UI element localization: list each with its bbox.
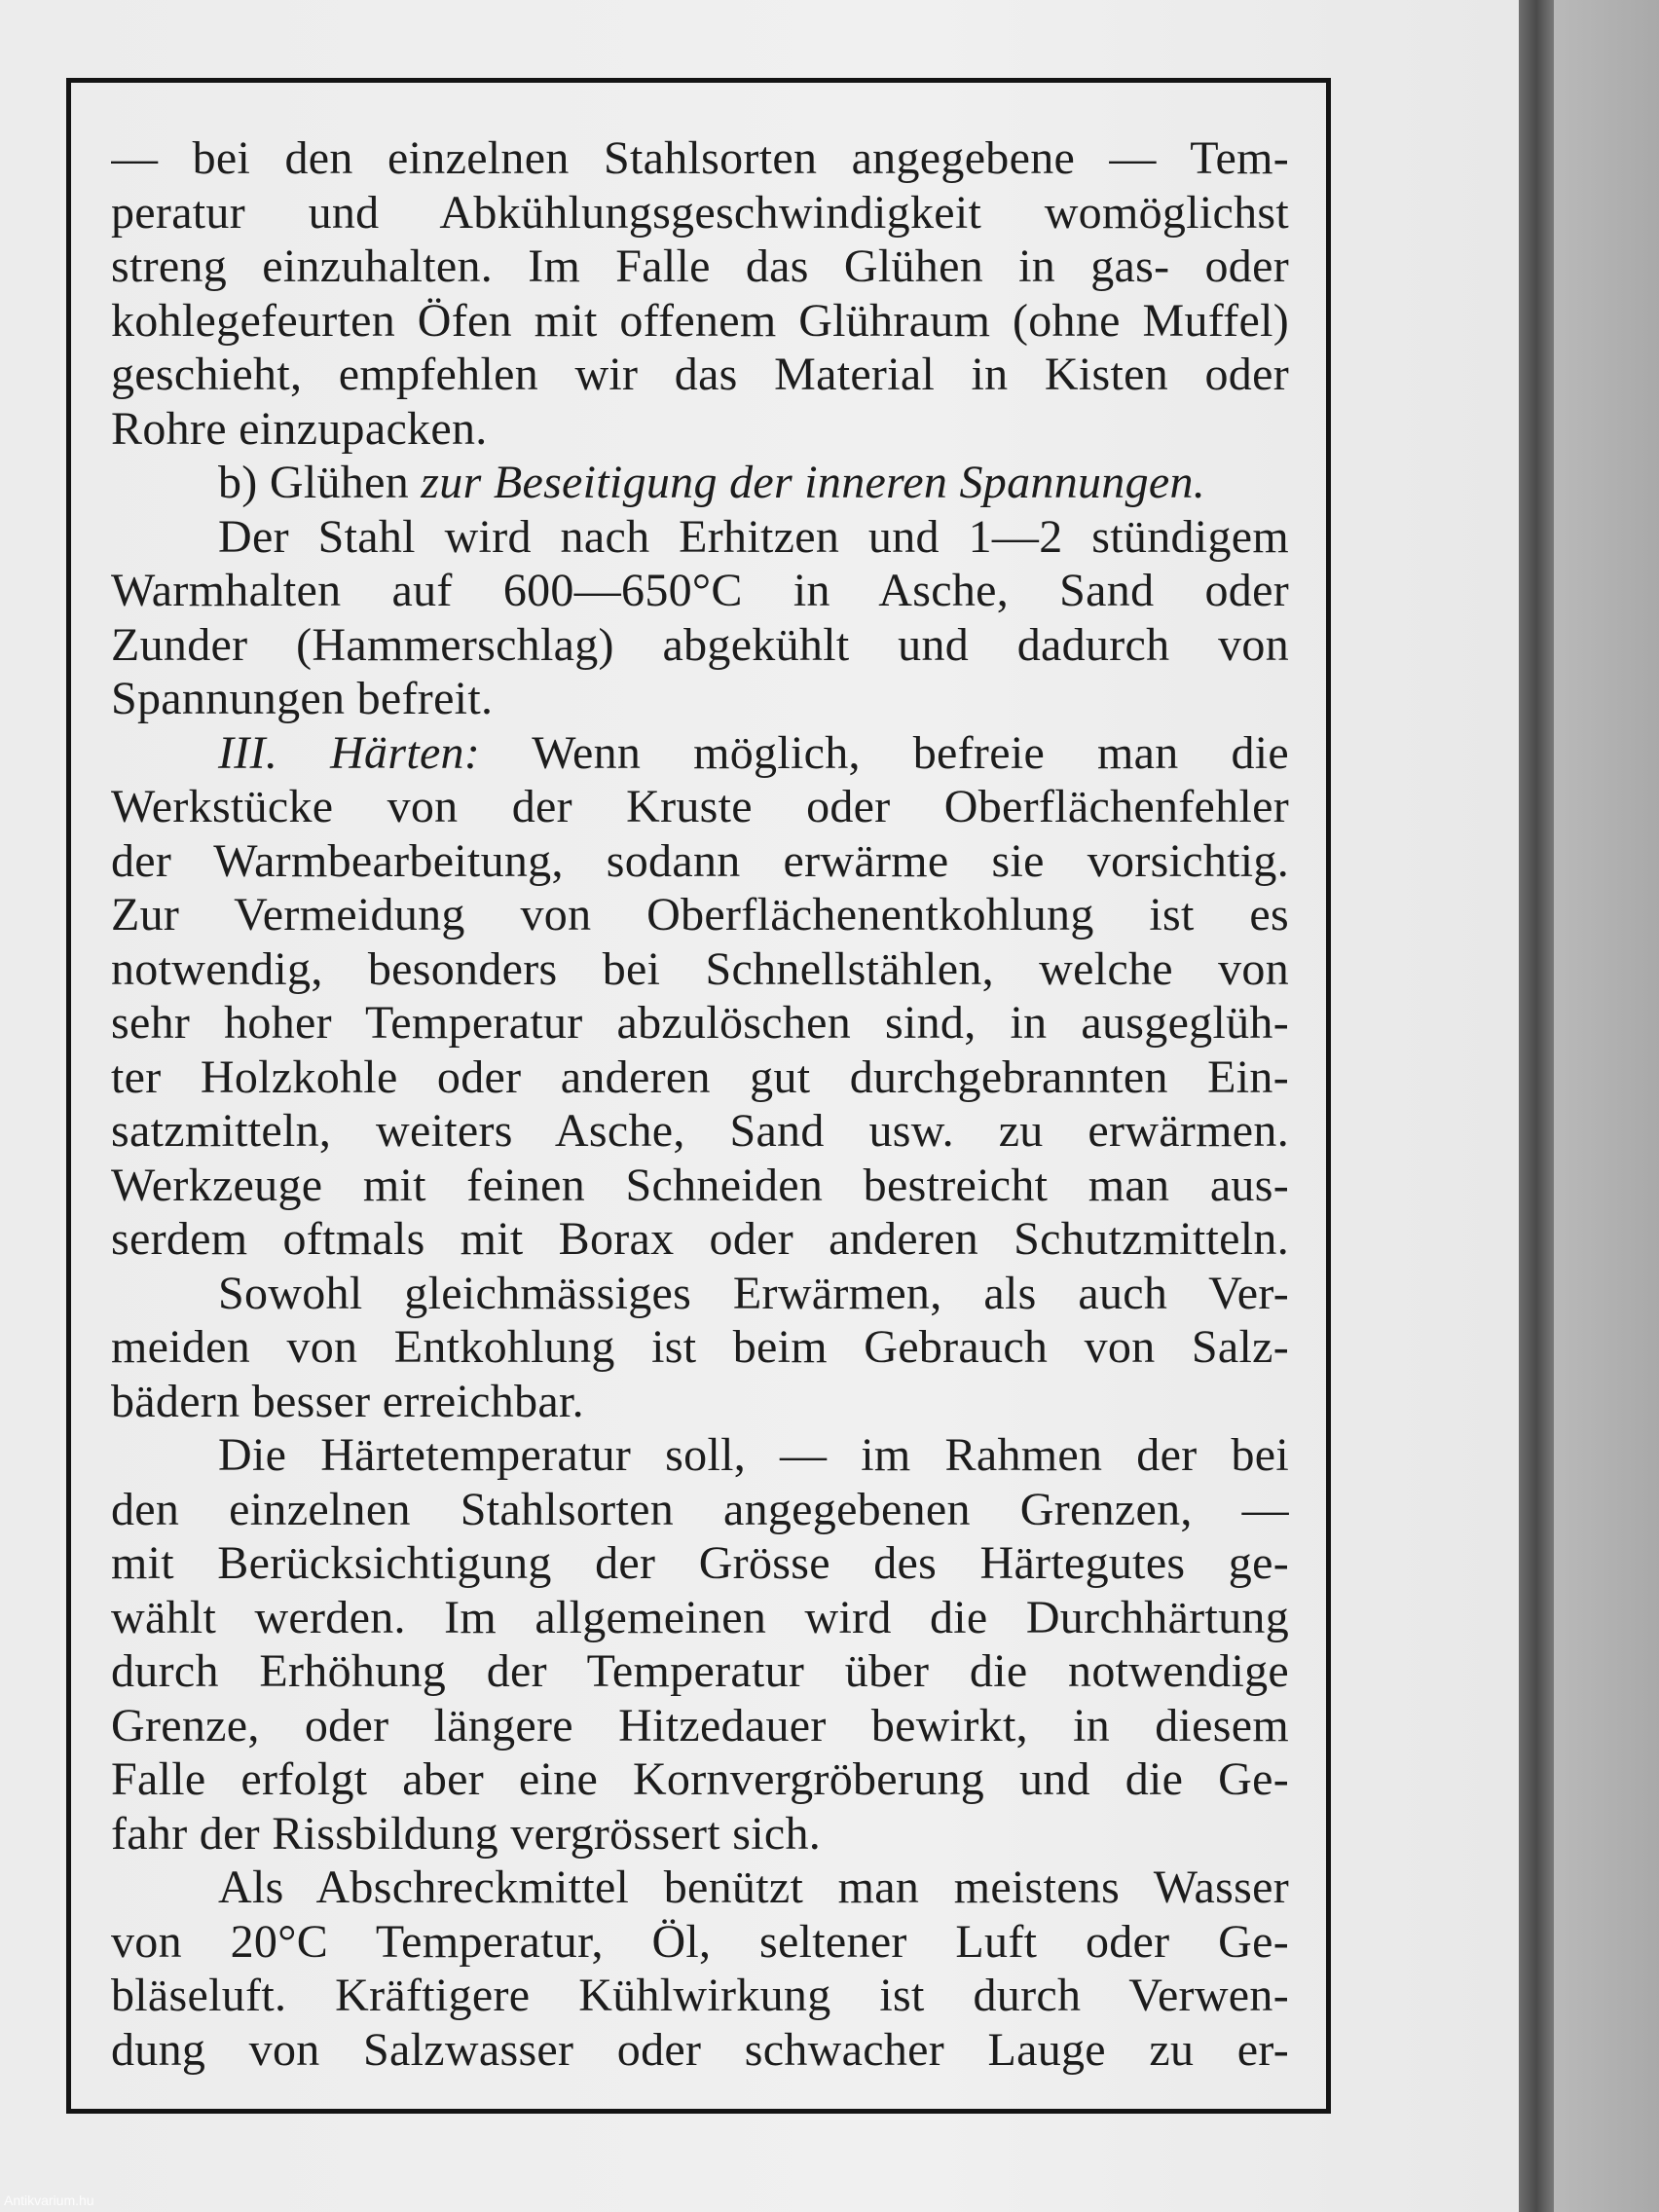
section-heading-iii-title: III. Härten:: [218, 726, 481, 779]
text-line: Der Stahl wird nach Erhitzen und 1—2 stündigem: [218, 510, 1289, 563]
text-line: sehr hoher Temperatur abzulöschen sind, in ausgeglüh-: [111, 997, 1289, 1049]
text-line: durch Erhöhung der Temperatur über die notwendige: [111, 1645, 1289, 1697]
text-line: serdem oftmals mit Borax oder anderen Schutzmitteln.: [111, 1213, 1289, 1265]
text-line: von 20°C Temperatur, Öl, seltener Luft oder Ge-: [111, 1915, 1289, 1968]
text-line: bläseluft. Kräftigere Kühlwirkung ist durch Verwen-: [111, 1970, 1289, 2021]
watermark: Antikvarium.hu: [4, 2193, 94, 2208]
text-line: kohlegefeurten Öfen mit offenem Glühraum (ohne Muffel): [111, 294, 1289, 347]
text-line: meiden von Entkohlung ist beim Gebrauch von Salz-: [111, 1321, 1289, 1373]
text-line: bädern besser erreichbar.: [111, 1375, 584, 1427]
subheading-b-prefix: b) Glühen: [218, 457, 422, 508]
text-line: Zunder (Hammerschlag) abgekühlt und dadurch von: [111, 618, 1289, 671]
text-line: geschieht, empfehlen wir das Material in Kisten oder: [111, 349, 1289, 400]
subheading-b: [111, 456, 1289, 510]
background: [1554, 0, 1659, 2212]
text-line: ter Holzkohle oder anderen gut durchgebrannten Ein-: [111, 1051, 1289, 1103]
text-line: der Warmbearbeitung, sodann erwärme sie vorsichtig.: [111, 834, 1289, 887]
section-heading-iii: [111, 726, 1289, 781]
text-line: Warmhalten auf 600—650°C in Asche, Sand oder: [111, 565, 1289, 616]
text-line: Werkzeuge mit feinen Schneiden bestreicht man aus-: [111, 1159, 1289, 1211]
text-line: satzmitteln, weiters Asche, Sand usw. zu erwärmen.: [111, 1105, 1289, 1157]
text-line: den einzelnen Stahlsorten angegebenen Grenzen, —: [111, 1483, 1289, 1535]
text-line: wählt werden. Im allgemeinen wird die Durchhärtung: [111, 1591, 1289, 1643]
text-line: mit Berücksichtigung der Grösse des Härtegutes ge-: [111, 1537, 1289, 1589]
text-line: — bei den einzelnen Stahlsorten angegebene — Tem-: [111, 132, 1289, 184]
subheading-b-title: zur Beseitigung der inneren Spannungen.: [421, 457, 1206, 508]
text-line: Falle erfolgt aber eine Kornvergröberung und die Ge-: [111, 1753, 1289, 1805]
text-line: Sowohl gleichmässiges Erwärmen, als auch Ver-: [218, 1267, 1289, 1319]
text-line: peratur und Abkühlungsgeschwindigkeit womöglichst: [111, 186, 1289, 239]
body-text: [111, 131, 1289, 2077]
text-line: Spannungen befreit.: [111, 673, 494, 724]
text-line: Grenze, oder längere Hitzedauer bewirkt, in diesem: [111, 1699, 1289, 1751]
text-line: fahr der Rissbildung vergrössert sich.: [111, 1807, 822, 1860]
page-edge-shadow: [1519, 0, 1554, 2212]
text-line: streng einzuhalten. Im Falle das Glühen in gas- oder: [111, 240, 1289, 292]
text-line: dung von Salzwasser oder schwacher Lauge zu er-: [111, 2023, 1289, 2076]
text-line: Rohre einzupacken.: [111, 402, 488, 455]
text-line: notwendig, besonders bei Schnellstählen, welche von: [111, 942, 1289, 995]
text-line: Die Härtetemperatur soll, — im Rahmen der bei: [218, 1429, 1289, 1481]
section-heading-iii-text: Wenn möglich, befreie man die: [480, 726, 1289, 779]
text-line: Werkstücke von der Kruste oder Oberflächenfehler: [111, 781, 1289, 832]
text-line: Zur Vermeidung von Oberflächenentkohlung ist es: [111, 889, 1289, 940]
text-line: Als Abschreckmittel benützt man meistens Wasser: [218, 1862, 1289, 1913]
